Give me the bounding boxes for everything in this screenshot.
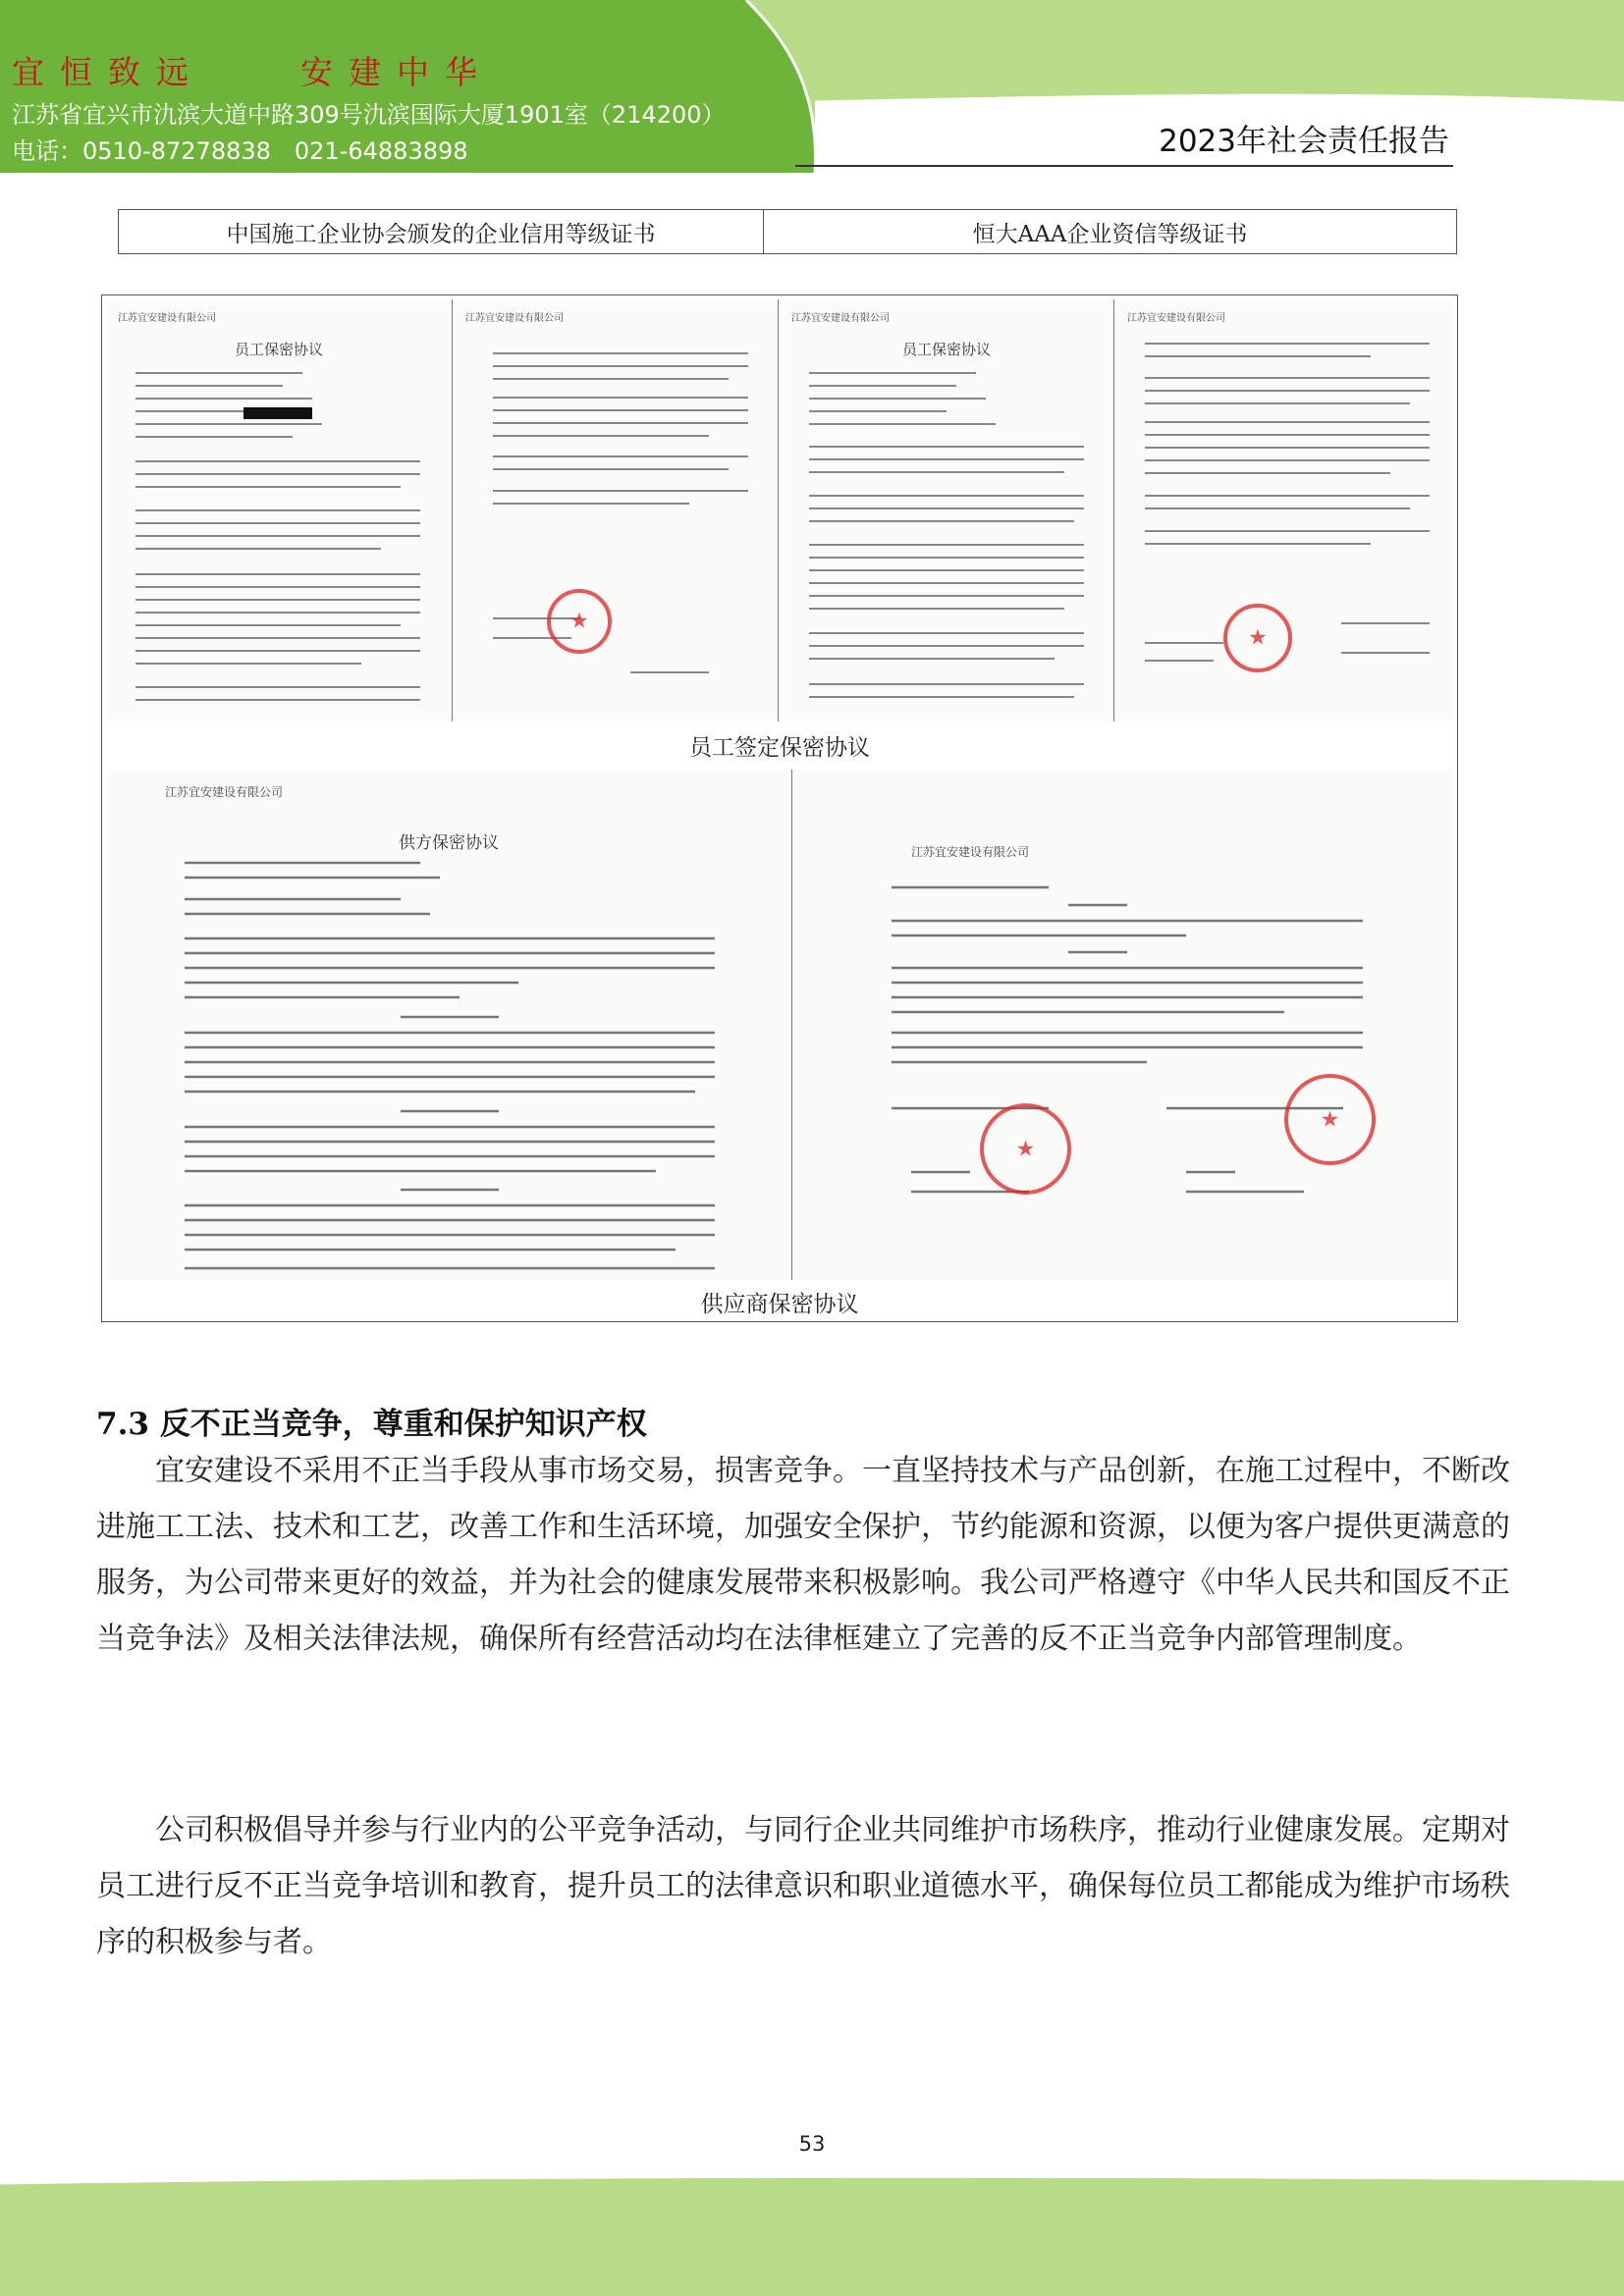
paragraph-1-text: 宜安建设不采用不正当手段从事市场交易，损害竞争。一直坚持技术与产品创新，在施工过程中，不断改进施工工法、技术和工艺，改善工作和生活环境，加强安全保护，节约能源和资源，以便为客户提供更满意的服务，为公司带来更好的效益，并为社会的健康发展带来积极影响。我公司严格遵守《中华人民共和国反不正当竞争法》及相关法律法规，确保所有经营活动均在法律框建立了完善的反不正当竞争内部管理制度。 <box>96 1454 1510 1656</box>
doc-title: 员工保密协议 <box>901 341 991 358</box>
employee-agreement-panel <box>101 294 1458 766</box>
page-number: 53 <box>798 2132 826 2156</box>
company-seal <box>1223 604 1292 672</box>
section-title: 7.3 反不正当竞争，尊重和保护知识产权 <box>96 1407 647 1442</box>
doc-text-lines <box>780 299 1113 721</box>
certificate-caption-2: 恒大AAA企业资信等级证书 <box>764 210 1457 254</box>
doc-company-name: 江苏宜安建设有限公司 <box>791 313 890 324</box>
footer-band <box>0 2171 1624 2296</box>
employee-doc-page-4 <box>1115 299 1453 721</box>
doc-company-name: 江苏宜安建设有限公司 <box>118 313 216 324</box>
doc-company-name: 江苏宜安建设有限公司 <box>465 313 564 324</box>
header-address: 江苏省宜兴市氿滨大道中路309号氿滨国际大厦1901室（214200） <box>12 101 726 129</box>
doc-company-name: 江苏宜安建设有限公司 <box>1127 313 1225 324</box>
doc-text-lines <box>106 299 452 721</box>
certificate-caption-1: 中国施工企业协会颁发的企业信用等级证书 <box>119 210 764 254</box>
report-title: 2023年社会责任报告 <box>1159 124 1449 159</box>
doc-text-lines <box>793 770 1453 1280</box>
paragraph-2 <box>96 1802 1530 1970</box>
employee-doc-page-2 <box>454 299 779 721</box>
doc-text-lines <box>454 299 778 721</box>
header-slogan: 宜恒致远 安建中华 <box>12 53 493 91</box>
header-rule <box>795 165 1453 167</box>
paragraph-1 <box>96 1443 1530 1667</box>
supplier-agreement-panel <box>101 764 1458 1322</box>
employee-agreement-caption: 员工签定保密协议 <box>689 735 870 761</box>
doc-company-name: 江苏宜安建设有限公司 <box>911 845 1030 859</box>
supplier-doc-page-2 <box>793 770 1453 1280</box>
company-seal <box>980 1103 1071 1195</box>
employee-doc-page-3 <box>780 299 1114 721</box>
doc-text-lines <box>106 770 791 1280</box>
employee-doc-page-1 <box>106 299 453 721</box>
certificate-caption-table <box>118 209 1457 254</box>
doc-title: 供方保密协议 <box>399 833 499 853</box>
doc-title: 员工保密协议 <box>234 341 323 358</box>
supplier-doc-page-1 <box>106 770 792 1280</box>
paragraph-2-text: 公司积极倡导并参与行业内的公平竞争活动，与同行企业共同维护市场秩序，推动行业健康发展。定期对员工进行反不正当竞争培训和教育，提升员工的法律意识和职业道德水平，确保每位员工都能成为维护市场秩序的积极参与者。 <box>96 1813 1510 1959</box>
doc-company-name: 江苏宜安建设有限公司 <box>165 785 284 799</box>
company-seal <box>547 589 612 654</box>
supplier-agreement-caption: 供应商保密协议 <box>700 1292 859 1317</box>
supplier-seal <box>1284 1074 1376 1165</box>
header-phone: 电话：0510-87278838 021-64883898 <box>12 137 468 165</box>
